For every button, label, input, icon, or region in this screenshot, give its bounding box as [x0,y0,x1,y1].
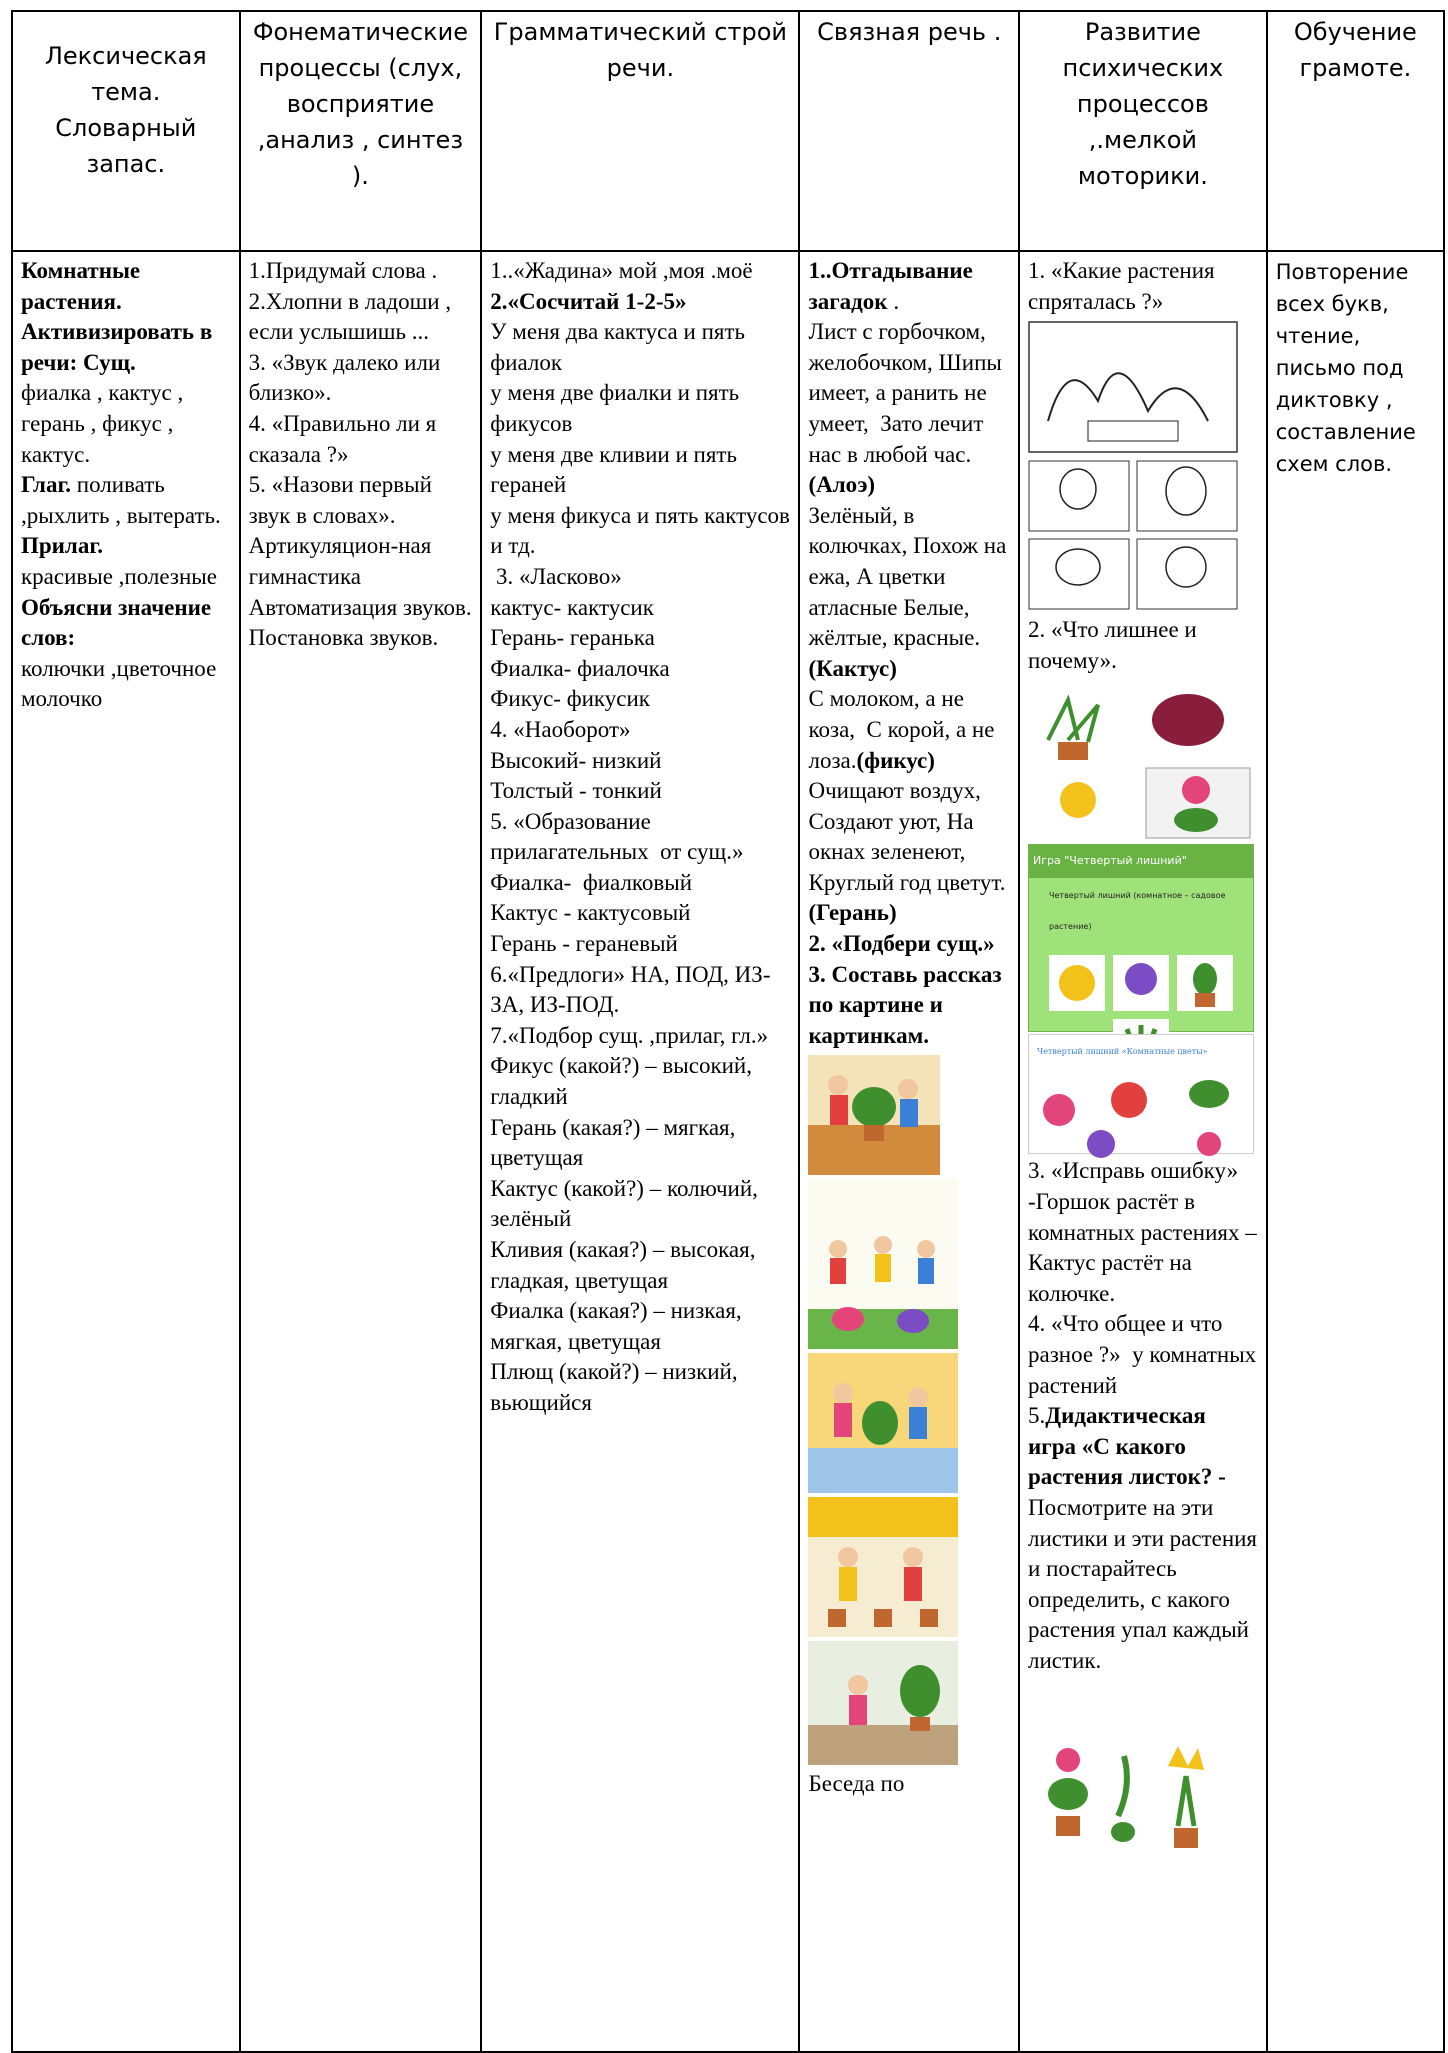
grammar-line: Фиалка- фиалковый [490,869,693,895]
header-mental-processes: Развитие психических процессов ,.мелкой моторики. [1019,11,1267,251]
grammar-line: Фикус- фикусик [490,686,650,712]
verbs-label: Глаг. [21,472,72,498]
odd-one-out-picture [1028,680,1252,840]
cell-connected-speech [799,251,1019,2052]
riddle-cactus: Зелёный, в колючках, Похож на ежа, А цветки атласные Белые, жёлтые, красные. [808,502,1013,651]
grammar-line: Высокий- низкий [490,747,662,773]
leaf-game-task [1028,1401,1263,1676]
grammar-line: 7.«Подбор сущ. ,прилаг, гл.» [490,1022,769,1048]
grammar-line: Герань (какая?) – мягкая, цветущая [490,1114,742,1171]
grammar-line: Кактус (какой?) – колючий, зелёный [490,1175,764,1232]
grammar-line: Герань - гераневый [490,931,678,957]
phonemic-item: 2.Хлопни в ладоши , если услышишь ... [248,288,457,345]
grammar-line: у меня две фиалки и пять фикусов [490,380,745,436]
grammar-line: 4. «Наоборот» [490,716,631,742]
story-picture-2 [808,1179,958,1349]
game-title: Игра "Четвертый лишний" [1029,845,1253,878]
riddle-text: Очищают воздух, Создают уют, На окнах зеленеют, Круглый год цветут. [808,778,1006,895]
odd-one-out-task: 2. «Что лишнее и почему». [1028,617,1203,673]
riddle-answer: (Герань) [808,900,897,926]
leaf-game-number: 5. [1028,1403,1046,1429]
grammar-line: у меня две кливии и пять гераней [490,441,743,498]
riddles-heading-dot: . [887,288,900,314]
game-flowers-picture [1029,1070,1253,1170]
riddles-heading: 1..Отгадывание загадок [808,258,979,314]
phonemic-item: 4. «Правильно ли я сказала ?» [248,410,442,467]
grammar-line: Плющ (какой?) – низкий, вьющийся [490,1359,744,1415]
phonemic-item: 3. «Звук далеко или близко». [248,349,446,406]
grammar-line: Фиалка (какая?) – низкая, мягкая, цветущая [490,1298,748,1354]
riddle-aloe [808,317,1010,501]
leaf-game-title: Дидактическая игра «С какого растения листок? - [1028,1403,1226,1490]
game-subtitle: Четвертый лишний (комнатное – садовое растение) [1049,890,1226,931]
topic-title: Комнатные растения. [21,258,146,314]
explain-words-label: Объясни значение слов: [21,594,217,651]
phonemic-item: 1.Придумай слова . [248,258,438,283]
grammar-line: Толстый - тонкий [490,778,662,804]
activate-nouns-label: Активизировать в речи: Сущ. [21,319,219,375]
grammar-line: у меня фикуса и пять кактусов и тд. [490,502,796,559]
grammar-line: Фикус (какой?) – высокий, гладкий [490,1053,758,1110]
grammar-line: 3. «Ласково» [490,563,622,589]
grammar-line: 6.«Предлоги» НА, ПОД, ИЗ-ЗА, ИЗ-ПОД. [490,961,771,1018]
header-literacy: Обучение грамоте. [1267,11,1444,251]
header-row [12,11,1444,251]
leaf-game-picture [1028,1736,1228,1856]
game-fourth-odd-1 [1028,844,1254,1032]
phonemic-item: Постановка звуков. [248,625,439,651]
game-fourth-odd-2 [1028,1034,1254,1154]
header-grammar: Грамматический строй речи. [481,11,799,251]
grammar-line: кактус- кактусик [490,594,654,620]
compose-story-task: 3. Составь рассказ по картине и картинкам. [808,961,1008,1048]
story-picture-4 [808,1497,958,1637]
adjectives-label: Прилаг. [21,533,103,559]
story-picture-1 [808,1055,940,1175]
content-row [12,251,1444,2052]
riddle-geranium [808,776,1010,929]
cell-mental-processes [1019,251,1267,2052]
grammar-line: Фиалка- фиалочка [490,655,670,681]
grammar-line: 1..«Жадина» мой ,моя .моё [490,258,753,283]
riddle-text: Лист с горбочком, желобочком, Шипы имеет, а ранить не умеет, Зато лечит нас в любой час. [808,319,1008,467]
explain-words-list: колючки ,цветочное молочко [21,655,223,712]
riddle-answer: (фикус) [856,747,935,773]
hidden-plants-picture [1028,321,1238,611]
header-connected-speech: Связная речь . [799,11,1019,251]
grammar-line: Кактус - кактусовый [490,900,691,926]
story-picture-3 [808,1353,958,1493]
adjectives-list: красивые ,полезные [21,563,217,589]
riddle-answer: (Алоэ) [808,472,876,498]
riddle-text: С молоком, а не коза, С корой, а не лоза. [808,686,1001,773]
riddle-ficus [808,684,1010,776]
grammar-line: Кливия (какая?) – высокая, гладкая, цветущая [490,1237,762,1293]
cell-lexical-topic [12,251,240,2052]
phonemic-item: Автоматизация звуков. [248,594,472,620]
common-different-task: 4. «Что общее и что разное ?» у комнатных растений [1028,1311,1262,1398]
cell-literacy: Повторение всех букв, чтение, письмо под диктовку , составление схем слов. [1267,251,1444,2052]
grammar-line: 5. «Образование прилагательных от сущ.» [490,808,744,865]
verbs-line [21,470,231,531]
phonemic-item: Артикуляцион-ная гимнастика [248,533,438,589]
story-picture-5 [808,1641,958,1765]
grammar-line: У меня два кактуса и пять фиалок [490,319,751,375]
pick-nouns-task: 2. «Подбери сущ.» [808,931,995,957]
grammar-line: Герань- геранька [490,625,655,651]
verbs-list: поливать ,рыхлить , вытерать. [21,472,221,528]
game-title: Четвертый лишний «Комнатные цветы» [1037,1047,1208,1057]
conversation-line: Беседа по [808,1771,905,1797]
cell-grammar [481,251,799,2052]
riddles-heading-line [808,256,1010,317]
cell-phonemic [240,251,482,2052]
lesson-plan-table [11,10,1445,2053]
nouns-list: фиалка , кактус , герань , фикус , кактус. [21,380,189,467]
header-phonemic-processes: Фонематические процессы (слух, восприятие ,анализ , синтез ). [240,11,482,251]
grammar-line: 2.«Сосчитай 1-2-5» [490,288,687,314]
header-lexical-topic: Лексическая тема. Словарный запас. [12,11,240,251]
fix-mistake-task: 3. «Исправь ошибку» -Горшок растёт в комнатных растениях –Кактус растёт на колючке. [1028,1158,1257,1306]
hidden-plants-task: 1. «Какие растения спряталась ?» [1028,258,1221,314]
phonemic-item: 5. «Назови первый звук в словах». [248,472,438,528]
leaf-game-description: Посмотрите на эти листики и эти растения и постарайтесь определить, с какого растения упал каждый листик. [1028,1464,1263,1673]
riddle-answer: (Кактус) [808,655,897,681]
